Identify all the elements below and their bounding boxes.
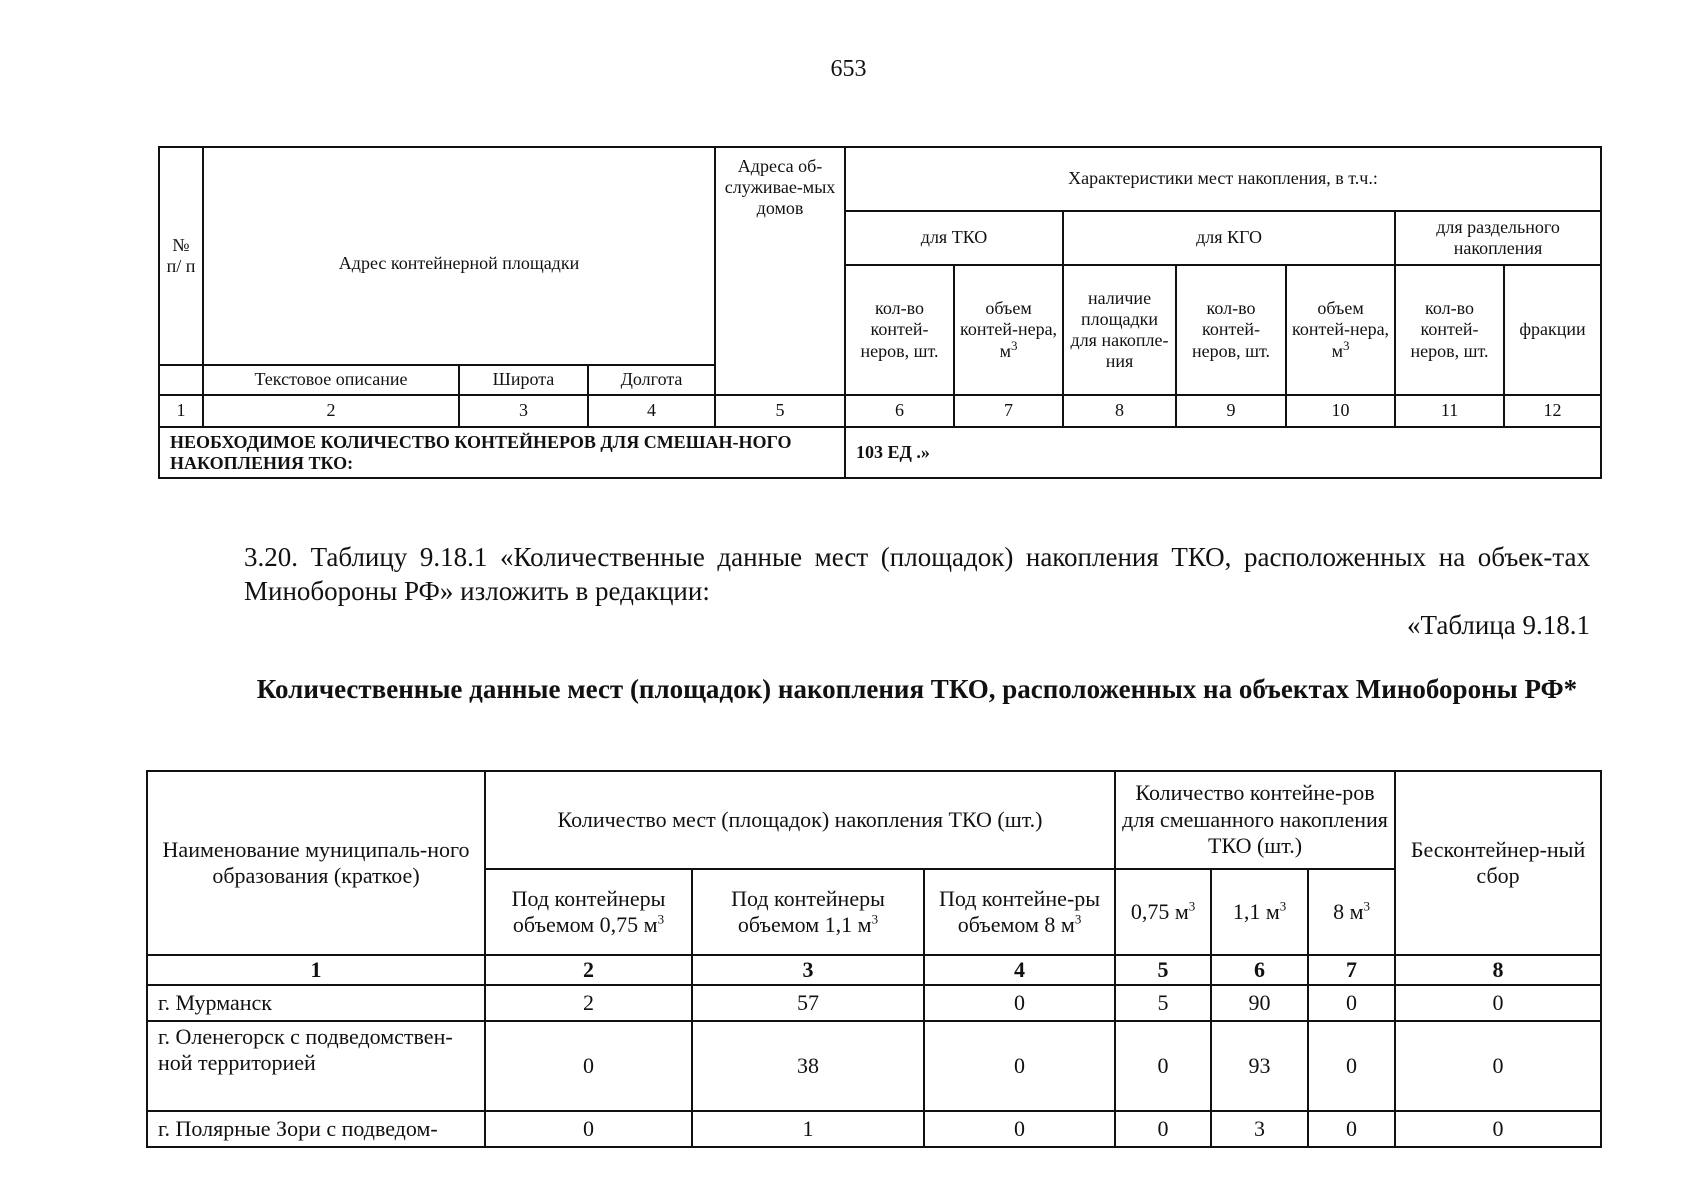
header-cont-8: 8 $м^3$ [1308,869,1395,955]
container-sites-table [158,146,1602,479]
table-row [147,1021,1601,1111]
header-cont-11: 1,1 $м^3$ [1211,869,1308,955]
header-volume-tko: объем контей-нера, $м^3$ [954,265,1063,395]
cell-value: 0 [485,1021,692,1111]
col-number: 2 [203,395,459,427]
col-number: 7 [1308,955,1395,985]
municipality-name: г. Мурманск [147,985,485,1021]
col-number: 9 [1176,395,1286,427]
table-label: «Таблица 9.18.1 [1407,610,1590,640]
col-number: 4 [588,395,715,427]
col-number: 3 [459,395,588,427]
header-characteristics: Характеристики мест накопления, в т.ч.: [845,147,1601,211]
header-no-container: Бесконтейнер-ный сбор [1395,771,1601,955]
header-count-tko: кол-во контей-неров, шт. [845,265,954,395]
cell-value: 0 [924,1111,1115,1147]
cell-value: 0 [1308,985,1395,1021]
col-number: 11 [1395,395,1504,427]
header-volume-kgo: объем контей-нера, $м^3$ [1286,265,1395,395]
header-latitude: Широта [459,365,588,395]
col-number: 12 [1504,395,1601,427]
col-number: 4 [924,955,1115,985]
col-number: 6 [845,395,954,427]
header-count-kgo: кол-во контей-неров, шт. [1176,265,1286,395]
header-served-houses: Адреса об-служивае-мых домов [715,147,845,395]
total-label: НЕОБХОДИМОЕ КОЛИЧЕСТВО КОНТЕЙНЕРОВ ДЛЯ СМЕШАН-НОГО НАКОПЛЕНИЯ ТКО: [159,427,845,478]
cell-value: 1 [692,1111,924,1147]
col-number: 7 [954,395,1063,427]
header-municipality: Наименование муниципаль-ного образования (краткое) [147,771,485,955]
cell-value: 0 [1308,1111,1395,1147]
col-number: 1 [147,955,485,985]
cell-value: 90 [1211,985,1308,1021]
header-count-separate: кол-во контей-неров, шт. [1395,265,1504,395]
defense-sites-table [146,770,1602,1148]
table2-title: Количественные данные мест (площадок) накопления ТКО, расположенных на объектах Минобороны РФ* [256,674,1578,704]
cell-value: 38 [692,1021,924,1111]
header-containers-count: Количество контейне-ров для смешанного накопления ТКО (шт.) [1115,771,1395,869]
col-number: 2 [485,955,692,985]
col-number: 10 [1286,395,1395,427]
col-number: 8 [1063,395,1176,427]
col-number: 6 [1211,955,1308,985]
cell-value: 0 [1115,1021,1211,1111]
header-site-kgo: наличие площадки для накопле-ния [1063,265,1176,395]
col-number: 3 [692,955,924,985]
cell-value: 3 [1211,1111,1308,1147]
col-number: 5 [1115,955,1211,985]
cell-value: 93 [1211,1021,1308,1111]
header-fractions: фракции [1504,265,1601,395]
header-sites-11: Под контейнеры объемом 1,1 $м^3$ [692,869,924,955]
cell-value: 0 [924,1021,1115,1111]
cell-value: 0 [485,1111,692,1147]
cell-value: 5 [1115,985,1211,1021]
header-longitude: Долгота [588,365,715,395]
municipality-name: г. Оленегорск с подведомствен-ной территорией [147,1021,485,1111]
cell-value: 0 [1395,1021,1601,1111]
cell-value: 2 [485,985,692,1021]
cell-value: 57 [692,985,924,1021]
col-number: 8 [1395,955,1601,985]
header-address: Адрес контейнерной площадки [203,147,715,365]
header-cont-075: 0,75 $м^3$ [1115,869,1211,955]
header-no: № п/ п [159,147,203,365]
header-group-tko: для ТКО [845,211,1063,265]
table-row [147,1111,1601,1147]
header-group-kgo: для КГО [1063,211,1395,265]
page-number: 653 [830,56,867,82]
cell-value: 0 [1308,1021,1395,1111]
header-no-cont [159,365,203,395]
header-group-separate: для раздельного накопления [1395,211,1601,265]
cell-value: 0 [1395,1111,1601,1147]
paragraph-3-20: 3.20. Таблицу 9.18.1 «Количественные данные мест (площадок) накопления ТКО, расположенных на объек-тах Минобороны РФ» изложить в редакции: [244,542,1590,606]
cell-value: 0 [1115,1111,1211,1147]
total-value: 103 ЕД .» [845,427,1601,478]
col-number: 5 [715,395,845,427]
header-text-description: Текстовое описание [203,365,459,395]
header-sites-8: Под контейне-ры объемом 8 $м^3$ [924,869,1115,955]
header-sites-075: Под контейнеры объемом 0,75 $м^3$ [485,869,692,955]
cell-value: 0 [1395,985,1601,1021]
cell-value: 0 [924,985,1115,1021]
table-row [147,985,1601,1021]
col-number: 1 [159,395,203,427]
municipality-name: г. Полярные Зори с подведом- [147,1111,485,1147]
header-sites-count: Количество мест (площадок) накопления ТКО (шт.) [485,771,1115,869]
